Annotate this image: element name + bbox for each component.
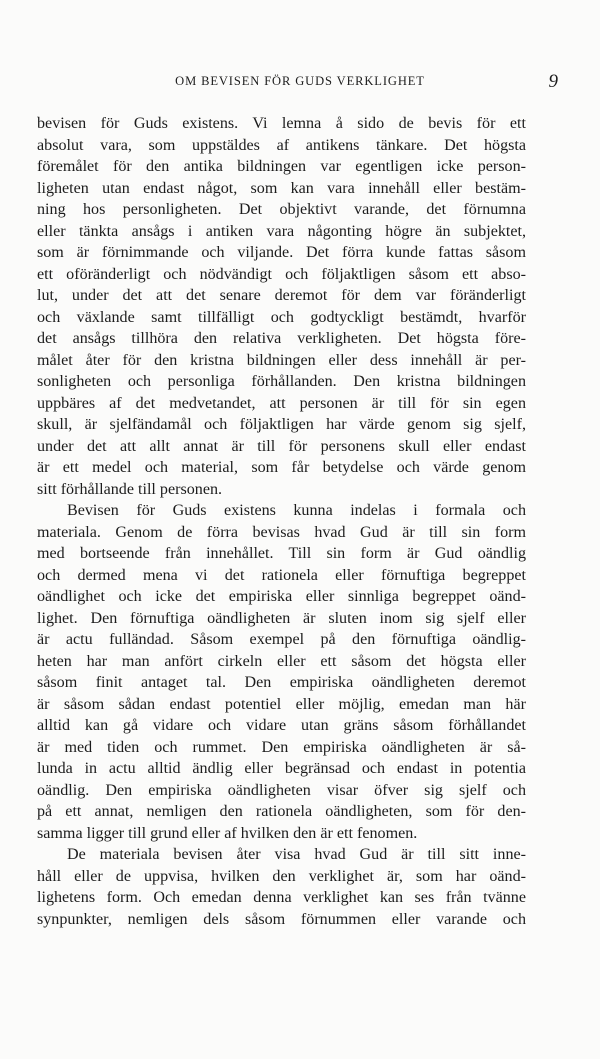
text-line: oändlig. Den empiriska oändligheten visar öfver sig sjelf och (37, 781, 526, 799)
text-line: sonligheten och personliga förhållanden. Den kristna bildningen (37, 373, 526, 390)
text-line: föremålet för den antika bildningen var egentligen icke person- (37, 158, 526, 175)
text-line: såsom finit antaget tal. Den empiriska oändligheten deremot (37, 674, 526, 691)
text-line: det ansågs tillhöra den relativa verkligheten. Det högsta före- (37, 330, 526, 347)
text-line: ett oföränderligt och nödvändigt och följaktligen såsom ett abso- (37, 265, 526, 283)
page-number: 9 (548, 71, 558, 92)
text-line: och växlande samt tillfälligt och godtyckligt bestämdt, hvarför (37, 308, 526, 326)
page-header (40, 71, 560, 95)
text-line: alltid kan gå vidare och vidare utan gräns såsom förhållandet (37, 717, 526, 734)
text-line: med bortseende från innehållet. Till sin form är Gud oändlig (37, 545, 526, 562)
text-line: skull, är sjelfändamål och följaktligen har värde genom sig sjelf, (37, 416, 526, 433)
text-line: eller tänkta ansågs i antiken vara någonting högre än subjektet, (37, 222, 526, 240)
text-line: ligheten utan endast något, som kan vara innehåll eller bestäm- (37, 179, 526, 197)
text-line: på ett annat, nemligen den rationela oändligheten, som för den- (37, 803, 526, 820)
text-line: är såsom sådan endast potentiel eller möjlig, emedan man här (37, 695, 526, 713)
text-line: lighetens form. Och emedan denna verklighet kan ses från tvänne (37, 889, 526, 906)
text-line: är med tiden och rummet. Den empiriska oändligheten är så- (37, 738, 526, 756)
running-title: OM BEVISEN FÖR GUDS VERKLIGHET (175, 74, 425, 88)
text-line: uppbäres af det medvetandet, att personen är till för sin egen (37, 394, 526, 412)
text-line: lighet. Den förnuftiga oändligheten är sluten inom sig sjelf eller (37, 609, 526, 627)
text-line: bevisen för Guds existens. Vi lemna å sido de bevis för ett (37, 115, 526, 132)
text-line: materiala. Genom de förra bevisas hvad Gud är till sin form (37, 523, 526, 541)
text-line: är ett medel och material, som får betydelse och värde genom (37, 459, 526, 476)
text-line: lut, under det att det senare deremot för dem var föränderligt (37, 287, 526, 304)
text-line: absolut vara, som uppstäldes af antikens tänkare. Det högsta (37, 136, 526, 154)
text-line: målet åter för den kristna bildningen eller dess innehåll är per- (37, 351, 526, 369)
text-line: heten har man anfört cirkeln eller ett såsom det högsta eller (37, 652, 526, 670)
text-line: sitt förhållande till personen. (37, 480, 223, 498)
text-line: Bevisen för Guds existens kunna indelas i formala och (67, 502, 526, 519)
text-line: oändlighet och icke det empiriska eller sinnliga begreppet oänd- (37, 588, 526, 605)
text-line: som är förnimmande och viljande. Det förra kunde fattas såsom (37, 244, 526, 261)
text-line: ning hos personligheten. Det objektivt varande, det förnumna (37, 201, 526, 218)
text-line: synpunkter, nemligen dels såsom förnummen eller varande och (37, 910, 526, 928)
text-line: lunda in actu alltid ändlig eller begränsad och endast in potentia (37, 760, 526, 777)
text-line: samma ligger till grund eller af hvilken den är ett fenomen. (37, 824, 418, 842)
body-text (37, 113, 526, 930)
text-line: håll eller de uppvisa, hvilken den verklighet är, som har oänd- (37, 867, 526, 885)
text-line: är actu fulländad. Såsom exempel på den förnuftiga oändlig- (37, 631, 526, 648)
text-line: under det att allt annat är till för personens skull eller endast (37, 437, 526, 455)
text-line: och dermed mena vi det rationela eller förnuftiga begreppet (37, 566, 526, 584)
text-line: De materiala bevisen åter visa hvad Gud är till sitt inne- (67, 846, 526, 863)
